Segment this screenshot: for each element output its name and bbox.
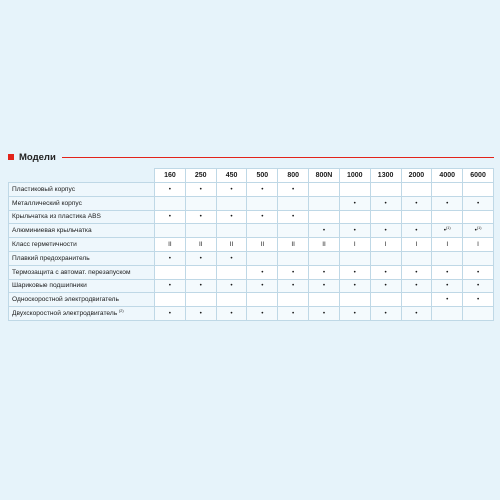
table-cell (463, 238, 494, 252)
bullet-mark: • (415, 282, 418, 290)
table-cell (339, 293, 370, 307)
table-row (9, 224, 494, 238)
table-cell (309, 279, 340, 293)
table-cell (216, 279, 247, 293)
table-row (9, 251, 494, 265)
bullet-mark: • (384, 268, 387, 276)
bullet-mark: • (476, 282, 480, 290)
table-cell (463, 196, 494, 210)
bullet-mark: • (199, 213, 202, 221)
bullet-mark: • (353, 199, 356, 207)
table-cell (401, 279, 432, 293)
bullet-mark: • (292, 268, 295, 276)
table-cell (155, 238, 186, 252)
feature-label (9, 183, 155, 197)
bullet-mark: • (384, 310, 387, 318)
feature-label-text: Двухскоростной электродвигатель (12, 310, 118, 318)
table-row (9, 238, 494, 252)
bullet-mark: • (415, 227, 418, 235)
table-cell (155, 265, 186, 279)
column-header-800n: 800N (309, 169, 340, 183)
table-cell (339, 224, 370, 238)
feature-label-text: Шариковые подшипники (12, 282, 87, 290)
table-cell (432, 279, 463, 293)
table-cell (370, 196, 401, 210)
table-cell (463, 279, 494, 293)
table-cell (463, 293, 494, 307)
bullet-mark: • (353, 310, 356, 318)
table-row (9, 265, 494, 279)
table-cell (278, 238, 309, 252)
table-cell (339, 307, 370, 321)
table-cell (401, 293, 432, 307)
footnote-marker: (1) (446, 226, 451, 231)
footnote-marker: (2) (118, 308, 124, 313)
feature-label-text: Пластиковый корпус (12, 185, 76, 193)
feature-label (9, 251, 155, 265)
column-header-450: 450 (216, 169, 247, 183)
table-cell (463, 210, 494, 224)
feature-label (9, 224, 155, 238)
bullet-mark: • (476, 199, 480, 207)
table-cell (185, 279, 216, 293)
table-cell (278, 307, 309, 321)
table-cell (309, 210, 340, 224)
bullet-mark: • (446, 268, 449, 276)
bullet-mark: • (415, 310, 418, 318)
table-cell (370, 210, 401, 224)
table-cell (278, 279, 309, 293)
bullet-mark: • (230, 213, 233, 221)
table-corner-cell (9, 169, 155, 183)
feature-label (9, 238, 155, 252)
table-cell (370, 238, 401, 252)
table-cell (185, 293, 216, 307)
feature-label-text: Термозащита с автомат. перезапуском (12, 268, 131, 276)
red-square-icon (8, 154, 14, 160)
table-cell (309, 183, 340, 197)
table-row (9, 196, 494, 210)
feature-label-text: Крыльчатка из пластика ABS (12, 213, 101, 221)
table-cell (339, 279, 370, 293)
footnote-marker: (1) (476, 226, 482, 231)
table-cell (339, 251, 370, 265)
bullet-mark: • (353, 268, 356, 276)
table-cell (432, 293, 463, 307)
column-header-250: 250 (185, 169, 216, 183)
bullet-mark: • (476, 296, 480, 304)
table-cell (216, 196, 247, 210)
bullet-mark: • (199, 310, 202, 318)
table-cell (247, 279, 278, 293)
bullet-mark: • (230, 185, 233, 193)
table-cell (185, 251, 216, 265)
feature-label (9, 293, 155, 307)
table-cell (370, 293, 401, 307)
table-cell (216, 251, 247, 265)
table-cell (401, 196, 432, 210)
bullet-mark: • (199, 254, 202, 262)
cell-value: II (168, 241, 172, 249)
table-cell (216, 210, 247, 224)
bullet-mark: • (261, 213, 264, 221)
table-cell (339, 183, 370, 197)
feature-label-text: Класс герметичности (12, 241, 77, 249)
table-cell (309, 293, 340, 307)
cell-value: I (446, 241, 449, 249)
bullet-mark: • (261, 310, 264, 318)
bullet-mark: • (415, 199, 418, 207)
table-cell (216, 224, 247, 238)
table-cell (155, 251, 186, 265)
table-cell (370, 224, 401, 238)
feature-label-text: Односкоростной электродвигатель (12, 296, 119, 304)
cell-value: I (415, 241, 418, 249)
bullet-mark: • (292, 213, 295, 221)
table-cell (401, 238, 432, 252)
table-cell (309, 307, 340, 321)
table-cell (339, 265, 370, 279)
table-cell (155, 224, 186, 238)
cell-value: II (291, 241, 295, 249)
bullet-mark: • (292, 185, 295, 193)
table-cell (370, 251, 401, 265)
table-cell (278, 183, 309, 197)
table-cell (339, 238, 370, 252)
table-cell (247, 265, 278, 279)
feature-label (9, 265, 155, 279)
table-cell (339, 196, 370, 210)
table-cell (370, 279, 401, 293)
cell-value: I (353, 241, 356, 249)
table-cell (432, 196, 463, 210)
table-cell (463, 183, 494, 197)
table-cell (216, 183, 247, 197)
table-cell (247, 183, 278, 197)
table-cell (432, 265, 463, 279)
table-cell (401, 265, 432, 279)
table-row (9, 293, 494, 307)
bullet-mark: • (230, 310, 233, 318)
feature-label (9, 307, 155, 321)
table-cell (216, 238, 247, 252)
table-cell (401, 210, 432, 224)
table-cell (216, 307, 247, 321)
feature-label-text: Плавкий предохранитель (12, 254, 90, 262)
bullet-mark: • (446, 296, 449, 304)
bullet-mark: • (199, 282, 202, 290)
feature-label-text: Алюминиевая крыльчатка (12, 227, 92, 235)
bullet-mark: • (353, 282, 356, 290)
bullet-mark: • (292, 282, 295, 290)
bullet-mark: • (476, 268, 480, 276)
bullet-mark: • (443, 227, 447, 235)
cell-value: II (198, 241, 203, 249)
bullet-mark: • (261, 268, 264, 276)
bullet-mark: • (168, 282, 172, 290)
bullet-mark: • (322, 310, 326, 318)
table-cell (401, 251, 432, 265)
table-cell (432, 183, 463, 197)
bullet-mark: • (384, 227, 387, 235)
table-cell (463, 251, 494, 265)
bullet-mark: • (353, 227, 356, 235)
bullet-mark: • (168, 310, 172, 318)
table-cell (185, 210, 216, 224)
bullet-mark: • (168, 254, 172, 262)
column-header-160: 160 (155, 169, 186, 183)
table-cell (185, 196, 216, 210)
feature-label (9, 210, 155, 224)
table-cell (309, 224, 340, 238)
bullet-mark: • (474, 227, 477, 235)
table-cell (247, 293, 278, 307)
table-cell (432, 210, 463, 224)
table-cell (463, 265, 494, 279)
section-title: Модели (19, 151, 56, 163)
bullet-mark: • (415, 268, 418, 276)
bullet-mark: • (384, 282, 387, 290)
table-cell (463, 307, 494, 321)
table-cell (216, 293, 247, 307)
column-header-1000: 1000 (339, 169, 370, 183)
column-header-1300: 1300 (370, 169, 401, 183)
table-cell (247, 238, 278, 252)
table-cell (247, 196, 278, 210)
table-cell (401, 224, 432, 238)
section-header (8, 150, 494, 164)
bullet-mark: • (322, 268, 326, 276)
table-cell (432, 224, 463, 238)
table-cell (278, 293, 309, 307)
bullet-mark: • (261, 282, 264, 290)
table-cell (185, 238, 216, 252)
bullet-mark: • (446, 282, 449, 290)
table-cell (278, 210, 309, 224)
table-cell (432, 251, 463, 265)
table-cell (155, 279, 186, 293)
table-cell (309, 238, 340, 252)
cell-value: I (477, 241, 479, 249)
section-divider (62, 157, 494, 158)
table-cell (247, 251, 278, 265)
bullet-mark: • (230, 254, 233, 262)
table-cell (155, 210, 186, 224)
table-cell (309, 251, 340, 265)
table-cell (155, 293, 186, 307)
table-cell (155, 183, 186, 197)
table-cell (401, 183, 432, 197)
table-row (9, 210, 494, 224)
table-cell (185, 183, 216, 197)
table-cell (155, 307, 186, 321)
cell-value: II (229, 241, 234, 249)
table-cell (247, 307, 278, 321)
column-header-6000: 6000 (463, 169, 494, 183)
table-cell (401, 307, 432, 321)
column-header-2000: 2000 (401, 169, 432, 183)
cell-value: II (260, 241, 265, 249)
bullet-mark: • (168, 213, 172, 221)
bullet-mark: • (384, 199, 387, 207)
column-header-500: 500 (247, 169, 278, 183)
table-cell (278, 224, 309, 238)
table-cell (185, 265, 216, 279)
table-cell (370, 183, 401, 197)
table-cell (463, 224, 494, 238)
table-cell (432, 307, 463, 321)
feature-label (9, 196, 155, 210)
table-cell (370, 307, 401, 321)
table-row (9, 183, 494, 197)
table-cell (339, 210, 370, 224)
table-row (9, 307, 494, 321)
table-cell (155, 196, 186, 210)
column-header-4000: 4000 (432, 169, 463, 183)
bullet-mark: • (230, 282, 233, 290)
feature-label-text: Металлический корпус (12, 199, 82, 207)
models-table (8, 168, 494, 321)
cell-value: I (384, 241, 387, 249)
cell-value: II (322, 241, 326, 249)
column-header-800: 800 (278, 169, 309, 183)
feature-label (9, 279, 155, 293)
table-cell (247, 224, 278, 238)
table-cell (185, 307, 216, 321)
table-cell (278, 196, 309, 210)
bullet-mark: • (261, 185, 264, 193)
bullet-mark: • (322, 227, 326, 235)
bullet-mark: • (292, 310, 295, 318)
table-cell (216, 265, 247, 279)
table-cell (185, 224, 216, 238)
table-cell (247, 210, 278, 224)
table-cell (309, 196, 340, 210)
table-header-row (9, 169, 494, 183)
table-row (9, 279, 494, 293)
bullet-mark: • (322, 282, 326, 290)
bullet-mark: • (168, 185, 172, 193)
table-cell (278, 265, 309, 279)
table-cell (370, 265, 401, 279)
table-cell (278, 251, 309, 265)
bullet-mark: • (446, 199, 449, 207)
table-cell (432, 238, 463, 252)
table-body (9, 183, 494, 321)
table-cell (309, 265, 340, 279)
bullet-mark: • (199, 185, 202, 193)
